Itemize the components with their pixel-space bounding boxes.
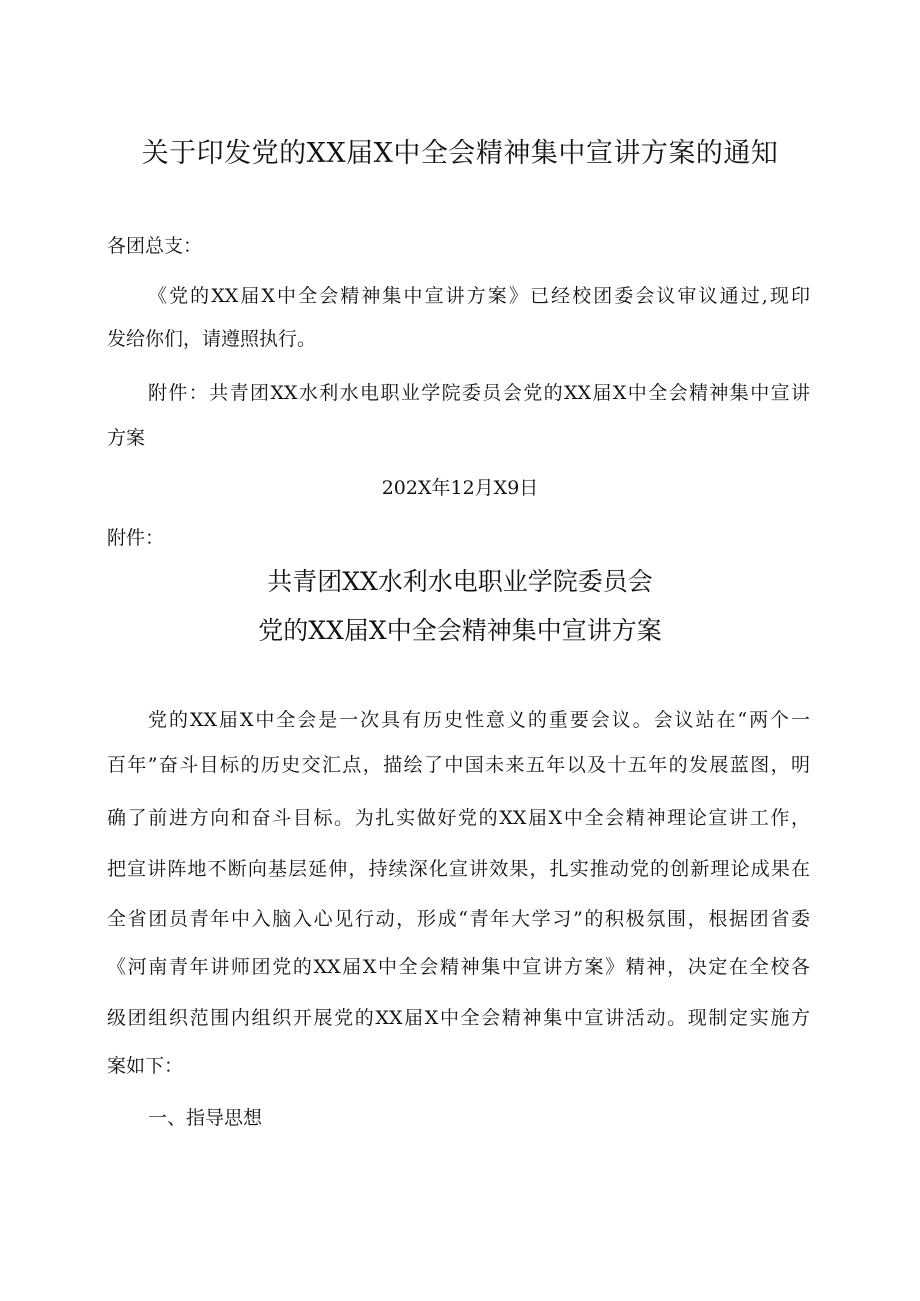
attachment-title-line1: 共青团XX水利水电职业学院委员会 [267,567,653,596]
paragraph-line: 百年”奋斗目标的历史交汇点，描绘了中国未来五年以及十五年的发展蓝图，明 [107,754,810,776]
attachment-label: 附件： [107,527,165,549]
section-heading: 一、指导思想 [148,1107,263,1129]
paragraph-line: 党的XX届X中全会是一次具有历史性意义的重要会议。会议站在“两个一 [148,709,810,731]
attachment-title-line2: 党的XX届X中全会精神集中宣讲方案 [258,616,662,645]
attachment-reference-line: 方案 [107,427,146,449]
paragraph-line: 确了前进方向和奋斗目标。为扎实做好党的XX届X中全会精神理论宣讲工作， [107,807,810,829]
notice-date: 202X年12月X9日 [381,477,539,499]
notice-title: 关于印发党的XX届X中全会精神集中宣讲方案的通知 [141,138,779,169]
paragraph-line: 级团组织范围内组织开展党的XX届X中全会精神集中宣讲活动。现制定实施方 [107,1007,810,1029]
paragraph-line: 把宣讲阵地不断向基层延伸，持续深化宣讲效果，扎实推动党的创新理论成果在 [107,858,810,880]
salutation: 各团总支： [107,235,203,257]
notice-body-line: 发给你们，请遵照执行。 [107,328,317,350]
paragraph-line: 案如下： [107,1055,184,1077]
paragraph-line: 全省团员青年中入脑入心见行动，形成“青年大学习”的积极氛围，根据团省委 [107,908,810,930]
attachment-reference-line: 附件：共青团XX水利水电职业学院委员会党的XX届X中全会精神集中宣讲 [148,382,810,404]
paragraph-line: 《河南青年讲师团党的XX届X中全会精神集中宣讲方案》精神，决定在全校各 [107,956,810,978]
notice-body-line: 《党的XX届X中全会精神集中宣讲方案》已经校团委会议审议通过,现印 [148,285,810,307]
